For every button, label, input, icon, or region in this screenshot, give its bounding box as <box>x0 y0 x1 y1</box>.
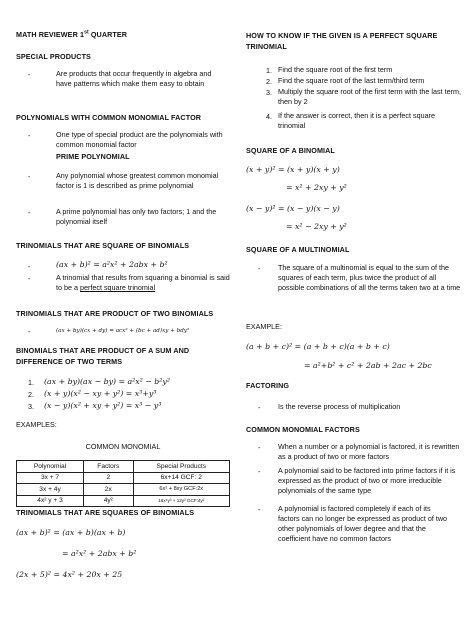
square-binomial-line-1: (x + y)² = (x + y)(x + y) <box>246 165 340 174</box>
prime-polynomial-text-2: A prime polynomial has only two factors; 1 and the polynomial itself <box>56 207 217 226</box>
poly-cmf-heading: POLYNOMIALS WITH COMMON MONOMIAL FACTOR <box>16 113 202 122</box>
prime-polynomial-heading: PRIME POLYNOMIAL <box>56 152 130 161</box>
column-header: Factors <box>84 461 133 473</box>
bullet-dash: - <box>258 467 261 476</box>
list-number: 3. <box>266 88 272 97</box>
multinomial-line-2: = a²+b² + c² + 2ab + 2ac + 2bc <box>304 361 432 370</box>
list-number: 4. <box>266 112 272 121</box>
special-products-heading: SPECIAL PRODUCTS <box>16 52 91 61</box>
table-header-row <box>17 461 230 473</box>
table-cell: 3x + 7 <box>17 472 84 484</box>
bullet-dash: - <box>258 443 261 452</box>
document-title: MATH REVIEWER 1st QUARTER <box>16 29 128 39</box>
bullet-dash: - <box>258 505 261 514</box>
binomial-square-line-2: = a²x² + 2abx + b² <box>62 549 137 558</box>
factors-bullet-1: When a number or a polynomial is factored, it is rewritten as a product of two or more factors <box>278 442 460 461</box>
bullet-dash: - <box>28 262 31 271</box>
list-number: 2. <box>266 77 272 86</box>
examples-heading: EXAMPLES: <box>16 420 57 429</box>
perfect-square-step: Find the square root of the last term/third term <box>278 76 425 85</box>
binomial-square-line-1: (ax + b)² = (ax + b)(ax + b) <box>16 528 126 537</box>
bullet-dash: - <box>28 208 31 217</box>
trinomials-product-heading: TRINOMIALS THAT ARE PRODUCT OF TWO BINOMIALS <box>16 309 214 318</box>
bullet-dash: - <box>28 172 31 181</box>
table-cell: 2 <box>84 472 133 484</box>
list-number: 1. <box>28 378 34 387</box>
perfect-square-step: If the answer is correct, then it is a perfect square trinomial <box>278 111 435 130</box>
factoring-heading: FACTORING <box>246 381 290 390</box>
common-monomial-factors-heading: COMMON MONOMIAL FACTORS <box>246 425 360 434</box>
square-binomial-line-2: = x² + 2xy + y² <box>286 183 347 192</box>
special-products-text: Are products that occur frequently in algebra and have patterns which make them easy to obtain <box>56 69 212 88</box>
table-row <box>17 495 230 507</box>
trinomials-square-heading: TRINOMIALS THAT ARE SQUARE OF BINOMIALS <box>16 241 190 250</box>
list-number: 1. <box>266 66 272 75</box>
square-multinomial-text: The square of a multinomial is equal to the sum of the squares of each term, plus twice the product of all possible combinations of all the terms taken two at a time <box>278 263 461 292</box>
sum-difference-item-2: (x + y)(x² − xy + y²) = x³+y³ <box>44 389 157 398</box>
prime-polynomial-text: Any polynomial whose greatest common monomial factor is 1 is described as prime polynomial <box>56 171 219 190</box>
factors-bullet-3: A polynomial is factored completely if each of its factors can no longer be expressed as product of two other polynomials of lower degree and that the coefficient have no common factors <box>278 504 448 543</box>
bullet-dash: - <box>28 327 31 336</box>
multinomial-line-1: (a + b + c)² = (a + b + c)(a + b + c) <box>246 342 390 351</box>
bullet-dash: - <box>28 131 31 140</box>
trinomial-square-formula: (ax + b)² = a²x² + 2abx + b² <box>56 260 168 269</box>
factors-bullet-2: A polynomial said to be factored into prime factors if it is expressed as the product of two or more irreducible polynomials of the same type <box>278 466 456 495</box>
table-cell: 2x <box>84 484 133 496</box>
perfect-square-text: A trinomial that results from squaring a binomial is said to be a perfect square trinomial <box>56 273 230 292</box>
example-label: EXAMPLE: <box>246 322 282 331</box>
table-cell: 6x+14 GCF: 2 <box>133 472 229 484</box>
trinomials-squares-heading: TRINOMIALS THAT ARE SQUARES OF BINOMIALS <box>16 508 195 517</box>
sum-difference-item-3: (x − y)(x² + xy + y²) = x³ − y³ <box>44 401 162 410</box>
bullet-dash: - <box>28 70 31 79</box>
trinomial-product-formula: (ax + by)(cx + dy) = acx² + (bc + ad)xy + bdy² <box>56 328 190 334</box>
table-cell: 4y² <box>84 495 133 507</box>
table-cell: 4x² y + 3 <box>17 495 84 507</box>
square-binomial-heading: SQUARE OF A BINOMIAL <box>246 146 335 155</box>
column-header: Special Products <box>133 461 229 473</box>
factoring-text: Is the reverse process of multiplication <box>278 402 401 411</box>
table-cell: 16x⁴y³ + 12y² GCF:4y² <box>133 495 229 507</box>
bullet-dash: - <box>28 274 31 283</box>
perfect-square-step: Find the square root of the first term <box>278 65 393 74</box>
table-cell: 6x² + 8xy GCF:2x <box>133 484 229 496</box>
common-monomial-subheading: COMMON MONOMIAL <box>85 442 161 451</box>
table-row <box>17 472 230 484</box>
square-binomial-line-4: = x² − 2xy + y² <box>286 222 347 231</box>
list-number: 3. <box>28 402 34 411</box>
table-row <box>17 484 230 496</box>
square-multinomial-heading: SQUARE OF A MULTINOMIAL <box>246 245 350 254</box>
sum-difference-item-1: (ax + by)(ax − by) = a²x² − b²y² <box>44 377 170 386</box>
perfect-square-step: Multiply the square root of the first term with the last term, then by 2 <box>278 87 461 106</box>
perfect-square-heading: HOW TO KNOW IF THE GIVEN IS A PERFECT SQUARE TRINOMIAL <box>246 31 438 51</box>
list-number: 2. <box>28 390 34 399</box>
poly-cmf-text: One type of special product are the polynomials with common monomial factor <box>56 130 223 149</box>
common-monomial-table <box>16 460 230 507</box>
bullet-dash: - <box>258 403 261 412</box>
sum-difference-heading: BINOMIALS THAT ARE PRODUCT OF A SUM AND DIFFERENCE OF TWO TERMS <box>16 346 190 366</box>
column-header: Polynomial <box>17 461 84 473</box>
perfect-square-term: perfect square trinomial <box>79 283 156 292</box>
table-cell: 3x + 4y <box>17 484 84 496</box>
binomial-square-example: (2x + 5)² = 4x² + 20x + 25 <box>16 570 123 579</box>
bullet-dash: - <box>258 264 261 273</box>
square-binomial-line-3: (x − y)² = (x − y)(x − y) <box>246 204 340 213</box>
